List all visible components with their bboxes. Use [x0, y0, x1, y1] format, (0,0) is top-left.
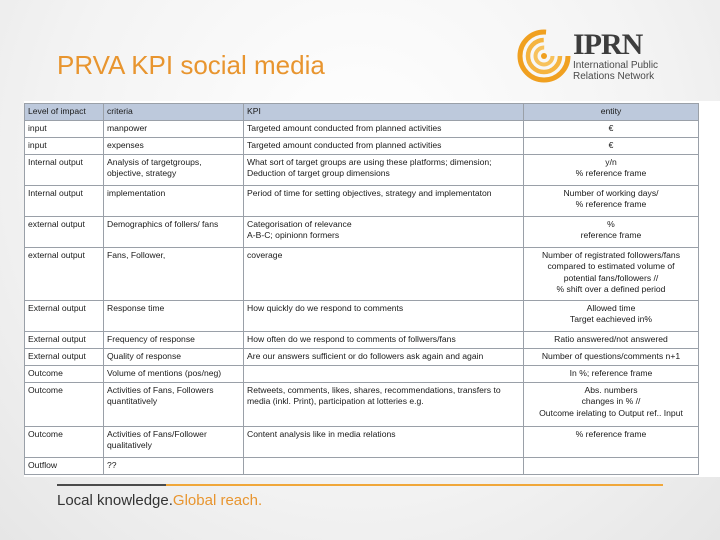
- cell-entity: [524, 457, 699, 474]
- cell-line: reference frame: [580, 230, 642, 240]
- cell-line: In %; reference frame: [569, 367, 653, 378]
- cell-line: manpower: [107, 122, 148, 133]
- table-row: [25, 300, 699, 331]
- cell-criteria: [104, 247, 244, 300]
- cell-line: €: [608, 139, 614, 150]
- cell-line: % shift over a defined period: [556, 284, 666, 294]
- cell-line: What sort of target groups are using these platforms; dimension;: [247, 156, 492, 167]
- cell-line: €: [608, 122, 614, 133]
- cell-line: Activities of Fans/Follower: [107, 428, 207, 439]
- table-row: [25, 457, 699, 474]
- cell-line: Response time: [107, 302, 165, 313]
- cell-entity: [524, 365, 699, 382]
- cell-level: External output: [25, 348, 104, 365]
- cell-line: Frequency of response: [107, 333, 195, 344]
- cell-level: Internal output: [25, 185, 104, 216]
- cell-line: Target eachieved in%: [569, 314, 653, 324]
- cell-line: qualitatively: [107, 440, 152, 450]
- cell-kpi: [244, 348, 524, 365]
- cell-criteria: [104, 216, 244, 247]
- logo-text-block: [573, 30, 658, 82]
- header-level: Level of impact: [25, 104, 104, 121]
- cell-kpi: [244, 185, 524, 216]
- cell-entity: [524, 426, 699, 457]
- cell-line: media (inkl. Print), participation at lotteries e.g.: [247, 396, 424, 406]
- cell-line: Deduction of target group dimensions: [247, 168, 390, 178]
- cell-level: external output: [25, 216, 104, 247]
- tagline-global: Global reach.: [172, 492, 263, 509]
- cell-kpi: [244, 154, 524, 185]
- cell-criteria: [104, 331, 244, 348]
- cell-line: Targeted amount conducted from planned activities: [247, 122, 442, 133]
- cell-criteria: [104, 120, 244, 137]
- cell-kpi: [244, 216, 524, 247]
- tagline-local: Local knowledge.: [57, 492, 173, 509]
- footer-divider: [57, 484, 663, 486]
- cell-line: ??: [107, 459, 117, 470]
- cell-line: Demographics of follers/ fans: [107, 218, 219, 229]
- cell-line: compared to estimated volume of: [547, 261, 675, 271]
- cell-line: Period of time for setting objectives, strategy and implementaton: [247, 187, 492, 198]
- cell-kpi: [244, 331, 524, 348]
- cell-criteria: [104, 300, 244, 331]
- cell-kpi: [244, 120, 524, 137]
- cell-line: changes in % //: [581, 396, 641, 406]
- cell-kpi: [244, 365, 524, 382]
- cell-entity: [524, 382, 699, 426]
- cell-line: Number of working days/: [563, 187, 659, 198]
- cell-kpi: [244, 457, 524, 474]
- cell-level: Outcome: [25, 382, 104, 426]
- table-header-row: [25, 104, 699, 121]
- cell-line: Volume of mentions (pos/neg): [107, 367, 222, 378]
- cell-line: [247, 368, 520, 380]
- cell-kpi: [244, 300, 524, 331]
- cell-level: Outcome: [25, 426, 104, 457]
- cell-kpi: [244, 426, 524, 457]
- cell-line: [527, 460, 695, 472]
- cell-line: implementation: [107, 187, 166, 198]
- cell-criteria: [104, 365, 244, 382]
- cell-line: How often do we respond to comments of follwers/fans: [247, 333, 456, 344]
- cell-criteria: [104, 426, 244, 457]
- header-kpi: KPI: [244, 104, 524, 121]
- cell-line: Content analysis like in media relations: [247, 428, 396, 439]
- cell-line: Analysis of targetgroups,: [107, 156, 202, 167]
- cell-level: Outcome: [25, 365, 104, 382]
- cell-line: coverage: [247, 249, 283, 260]
- cell-entity: [524, 216, 699, 247]
- cell-level: Outflow: [25, 457, 104, 474]
- cell-level: External output: [25, 331, 104, 348]
- cell-line: Ratio answered/not answered: [554, 333, 668, 344]
- cell-kpi: [244, 247, 524, 300]
- table-row: [25, 154, 699, 185]
- footer-tagline: [57, 492, 262, 509]
- cell-line: Activities of Fans, Followers: [107, 384, 214, 395]
- kpi-table: [24, 103, 699, 475]
- table-row: [25, 426, 699, 457]
- cell-line: Number of questions/comments n+1: [541, 350, 681, 361]
- cell-line: Quality of response: [107, 350, 182, 361]
- cell-kpi: [244, 382, 524, 426]
- cell-line: How quickly do we respond to comments: [247, 302, 404, 313]
- cell-line: % reference frame: [575, 428, 647, 439]
- header-entity: entity: [524, 104, 699, 121]
- table-row: [25, 216, 699, 247]
- table-row: [25, 348, 699, 365]
- cell-entity: [524, 247, 699, 300]
- cell-level: input: [25, 137, 104, 154]
- cell-kpi: [244, 137, 524, 154]
- cell-entity: [524, 120, 699, 137]
- table-row: [25, 331, 699, 348]
- cell-entity: [524, 300, 699, 331]
- cell-entity: [524, 331, 699, 348]
- cell-entity: [524, 185, 699, 216]
- cell-line: Categorisation of relevance: [247, 218, 352, 229]
- kpi-table-sheet: [24, 101, 720, 477]
- cell-line: Outcome irelating to Output ref.. Input: [539, 407, 683, 418]
- slide-title: PRVA KPI social media: [57, 50, 325, 80]
- cell-line: quantitatively: [107, 396, 158, 406]
- cell-line: Number of registrated followers/fans: [541, 249, 681, 260]
- cell-criteria: [104, 137, 244, 154]
- cell-entity: [524, 348, 699, 365]
- cell-line: potential fans/followers //: [563, 272, 659, 283]
- cell-entity: [524, 137, 699, 154]
- table-row: [25, 185, 699, 216]
- table-row: [25, 382, 699, 426]
- cell-line: Fans, Follower,: [107, 249, 166, 260]
- cell-criteria: [104, 154, 244, 185]
- cell-level: External output: [25, 300, 104, 331]
- logo-line2: Relations Network: [573, 71, 655, 82]
- cell-line: Are our answers sufficient or do followers ask again and again: [247, 350, 484, 361]
- cell-line: [247, 460, 520, 472]
- cell-line: Abs. numbers: [584, 384, 638, 395]
- cell-line: % reference frame: [575, 168, 647, 178]
- cell-criteria: [104, 185, 244, 216]
- cell-entity: [524, 154, 699, 185]
- cell-line: Targeted amount conducted from planned activities: [247, 139, 442, 150]
- cell-line: objective, strategy: [107, 168, 177, 178]
- cell-criteria: [104, 382, 244, 426]
- logo-line1: International Public: [573, 60, 659, 71]
- cell-level: input: [25, 120, 104, 137]
- cell-line: expenses: [107, 139, 144, 150]
- cell-level: Internal output: [25, 154, 104, 185]
- header-criteria: criteria: [104, 104, 244, 121]
- cell-line: Allowed time: [586, 302, 636, 313]
- cell-line: %: [607, 218, 615, 229]
- logo-name: IPRN: [573, 28, 643, 61]
- table-row: [25, 120, 699, 137]
- cell-criteria: [104, 457, 244, 474]
- cell-line: y/n: [605, 156, 617, 167]
- cell-line: % reference frame: [575, 199, 647, 209]
- table-row: [25, 365, 699, 382]
- table-row: [25, 247, 699, 300]
- table-row: [25, 137, 699, 154]
- cell-line: Retweets, comments, likes, shares, recommendations, transfers to: [247, 384, 501, 395]
- cell-level: external output: [25, 247, 104, 300]
- cell-criteria: [104, 348, 244, 365]
- cell-line: A-B-C; opinionn formers: [247, 230, 340, 240]
